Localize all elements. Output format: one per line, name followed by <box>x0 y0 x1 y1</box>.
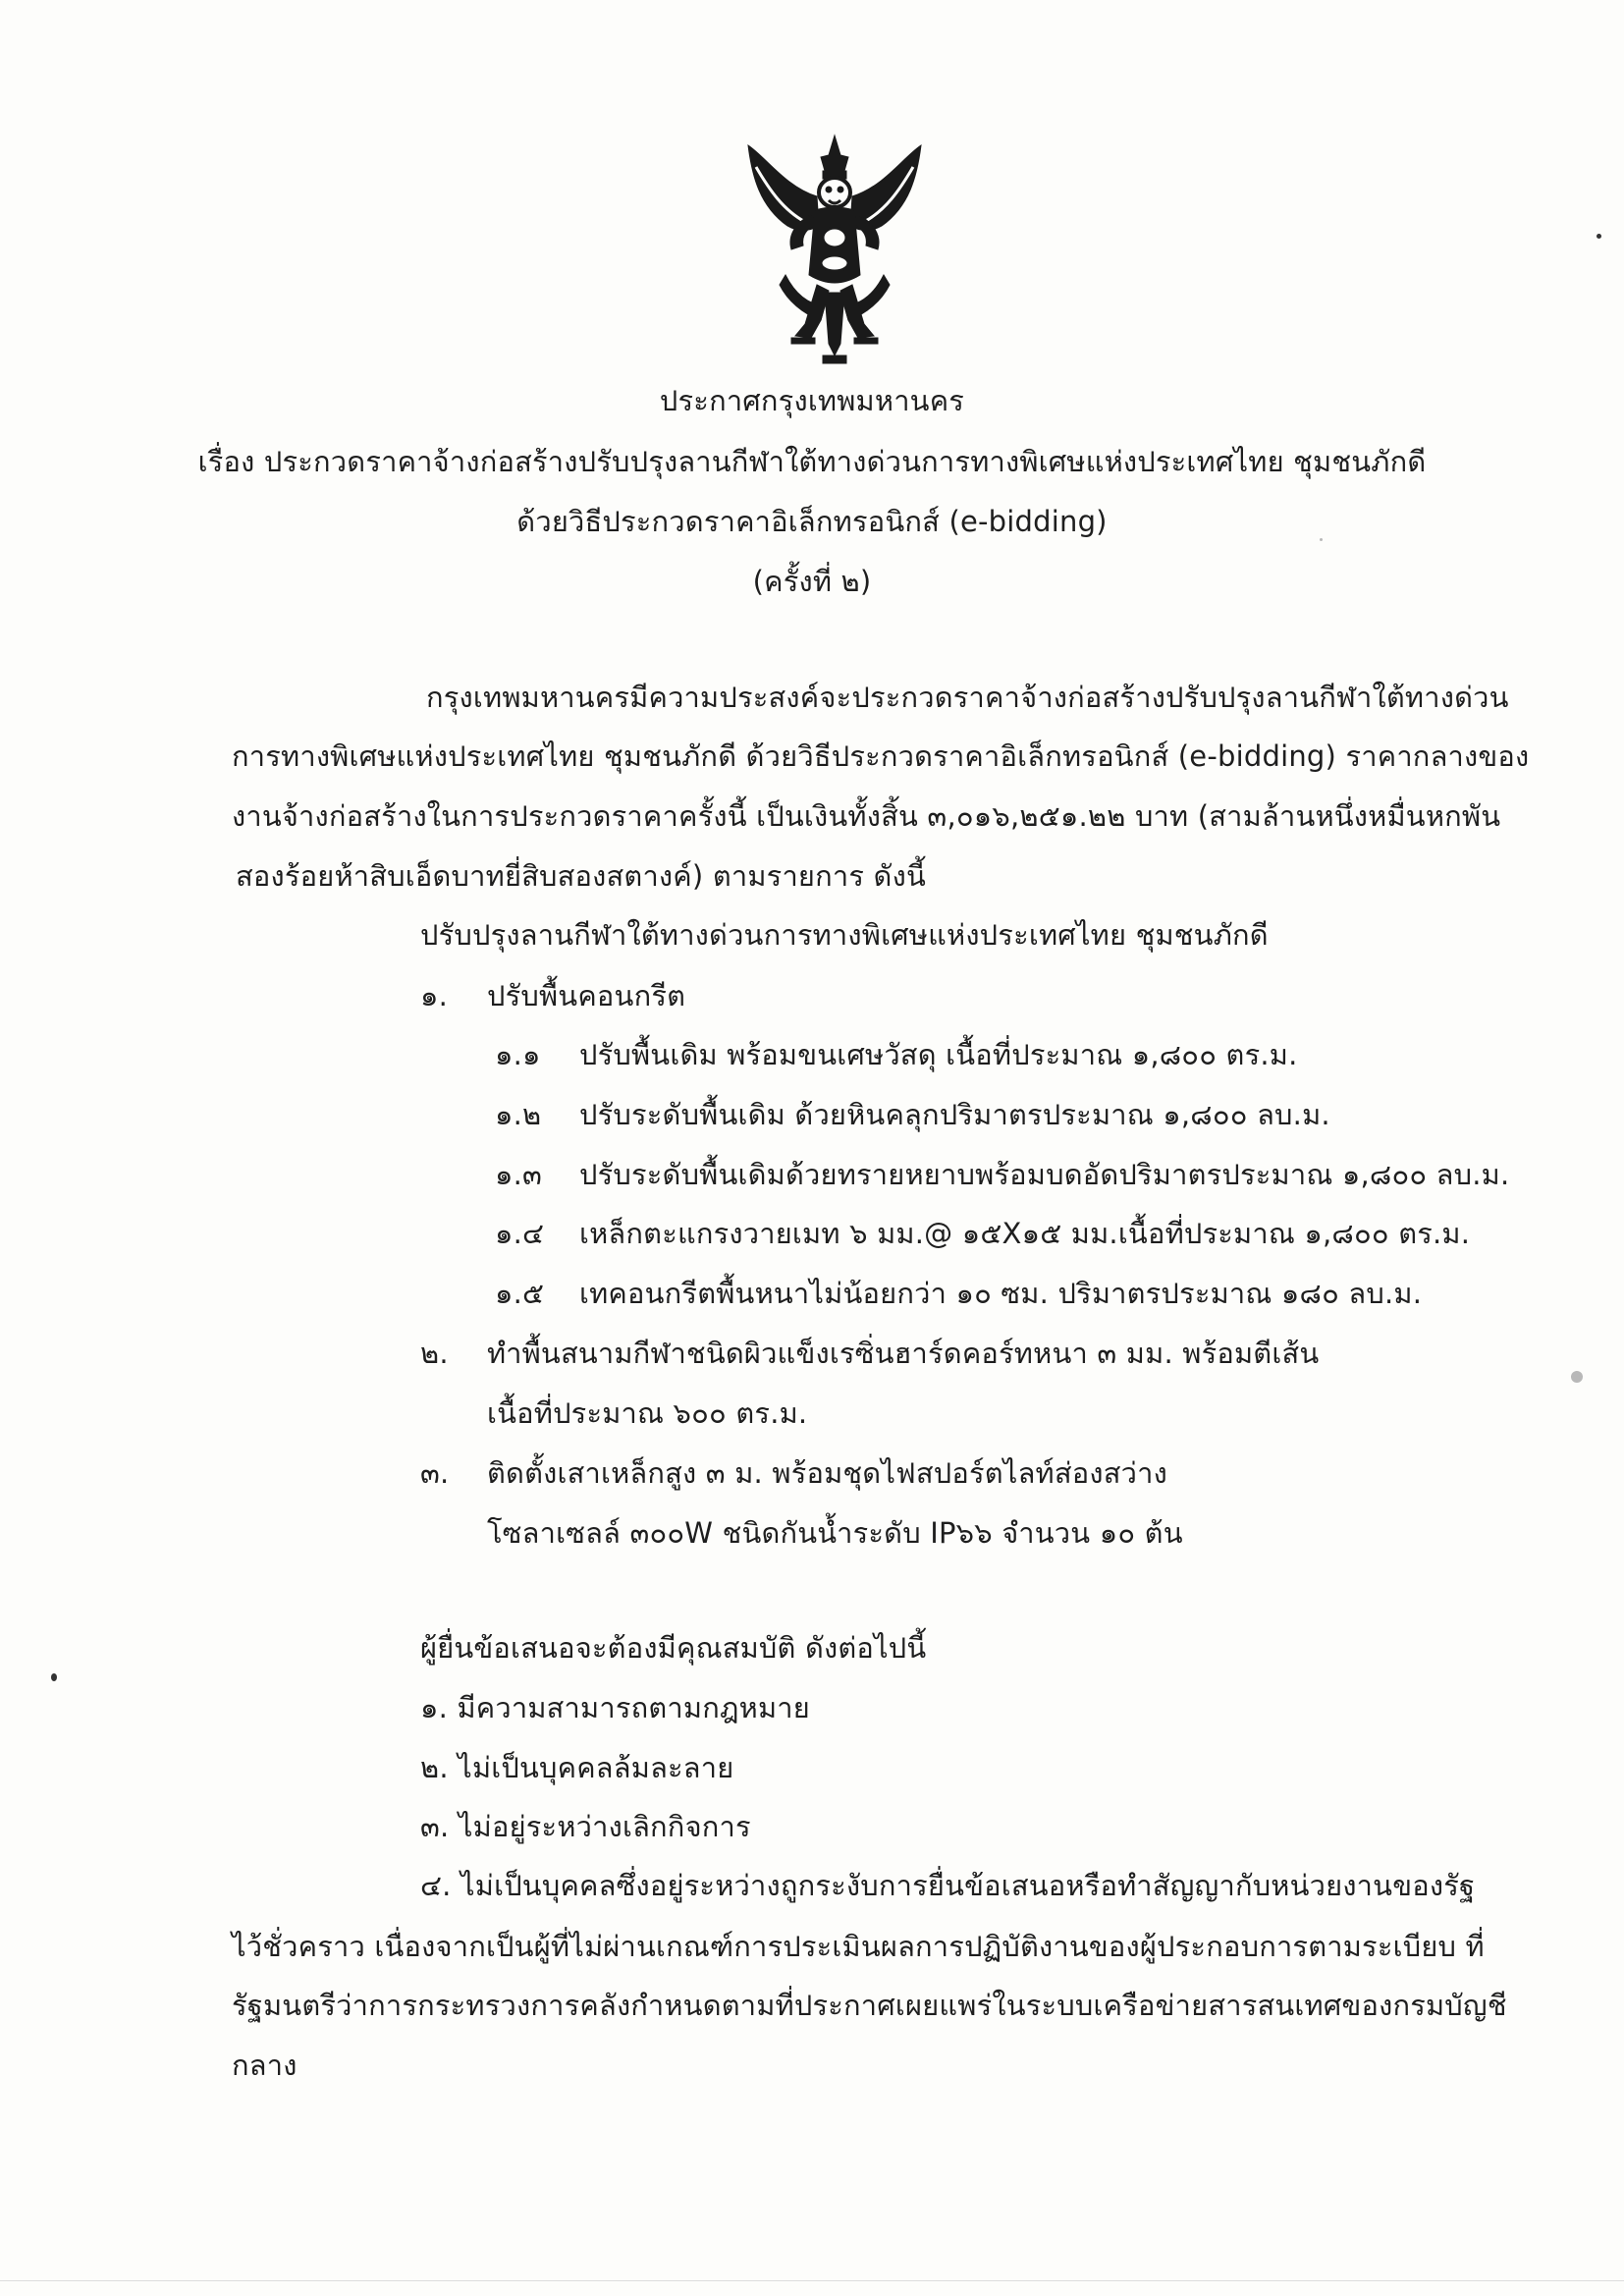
garuda-emblem-icon <box>727 128 943 383</box>
intro-line-4: สองร้อยห้าสิบเอ็ดบาทยี่สิบสองสตางค์) ตามรายการ ดังนี้ <box>236 859 926 893</box>
qualification-3: ๓. ไม่อยู่ระหว่างเลิกกิจการ <box>420 1810 751 1843</box>
item-3-text: ติดตั้งเสาเหล็กสูง ๓ ม. พร้อมชุดไฟสปอร์ตไลท์ส่องสว่าง <box>487 1456 1167 1490</box>
subitem-1-2-number: ๑.๒ <box>495 1098 542 1131</box>
subitem-1-4-number: ๑.๔ <box>495 1217 545 1250</box>
qualification-4-line-2: ไว้ชั่วคราว เนื่องจากเป็นผู้ที่ไม่ผ่านเกณฑ์การประเมินผลการปฏิบัติงานของผู้ประกอบการตามระเบียบ ที่ <box>232 1930 1485 1963</box>
scan-speck <box>1597 234 1601 239</box>
intro-line-3: งานจ้างก่อสร้างในการประกวดราคาครั้งนี้ เป็นเงินทั้งสิ้น ๓,๐๑๖,๒๕๑.๒๒ บาท (สามล้านหนึ่งหมื่นหกพัน <box>232 799 1501 833</box>
scan-speck <box>1571 1371 1583 1383</box>
subitem-1-5-number: ๑.๕ <box>495 1277 545 1310</box>
announcement-org: ประกาศกรุงเทพมหานคร <box>659 384 965 417</box>
qualification-2: ๒. ไม่เป็นบุคคลล้มละลาย <box>420 1751 734 1784</box>
intro-line-2: การทางพิเศษแห่งประเทศไทย ชุมชนภักดี ด้วยวิธีประกวดราคาอิเล็กทรอนิกส์ (e-bidding) ราคากลางของ <box>232 739 1530 773</box>
item-2-text: ทำพื้นสนามกีฬาชนิดผิวแข็งเรซิ่นฮาร์ดคอร์ทหนา ๓ มม. พร้อมตีเส้น <box>487 1337 1320 1370</box>
scan-speck <box>51 1673 57 1681</box>
qualification-1: ๑. มีความสามารถตามกฎหมาย <box>420 1691 810 1724</box>
subitem-1-3-text: ปรับระดับพื้นเดิมด้วยทรายหยาบพร้อมบดอัดปริมาตรประมาณ ๑,๘๐๐ ลบ.ม. <box>579 1158 1510 1191</box>
item-2-number: ๒. <box>420 1337 449 1370</box>
subitem-1-5-text: เทคอนกรีตพื้นหนาไม่น้อยกว่า ๑๐ ซม. ปริมาตรประมาณ ๑๘๐ ลบ.ม. <box>579 1277 1423 1310</box>
project-title: ปรับปรุงลานกีฬาใต้ทางด่วนการทางพิเศษแห่งประเทศไทย ชุมชนภักดี <box>420 918 1269 952</box>
item-1-text: ปรับพื้นคอนกรีต <box>487 979 686 1012</box>
subitem-1-1-number: ๑.๑ <box>495 1038 541 1071</box>
item-1-number: ๑. <box>420 979 449 1012</box>
page-edge <box>0 2280 1624 2281</box>
qualifications-heading: ผู้ยื่นข้อเสนอจะต้องมีคุณสมบัติ ดังต่อไปนี้ <box>420 1631 927 1665</box>
intro-line-1: กรุงเทพมหานครมีความประสงค์จะประกวดราคาจ้างก่อสร้างปรับปรุงลานกีฬาใต้ทางด่วน <box>426 681 1509 714</box>
item-3-text-cont: โซลาเซลล์ ๓๐๐W ชนิดกันน้ำระดับ IP๖๖ จำนวน ๑๐ ต้น <box>487 1516 1183 1550</box>
item-2-text-cont: เนื้อที่ประมาณ ๖๐๐ ตร.ม. <box>487 1396 808 1430</box>
qualification-4-line-3: รัฐมนตรีว่าการกระทรวงการคลังกำหนดตามที่ประกาศเผยแพร่ในระบบเครือข่ายสารสนเทศของกรมบัญชี <box>232 1989 1507 2022</box>
subitem-1-4-text: เหล็กตะแกรงวายเมท ๖ มม.@ ๑๕X๑๕ มม.เนื้อที่ประมาณ ๑,๘๐๐ ตร.ม. <box>579 1217 1471 1250</box>
announcement-method: ด้วยวิธีประกวดราคาอิเล็กทรอนิกส์ (e-bidding) <box>516 505 1108 538</box>
announcement-round: (ครั้งที่ ๒) <box>752 565 872 598</box>
subitem-1-1-text: ปรับพื้นเดิม พร้อมขนเศษวัสดุ เนื้อที่ประมาณ ๑,๘๐๐ ตร.ม. <box>579 1038 1298 1071</box>
subitem-1-2-text: ปรับระดับพื้นเดิม ด้วยหินคลุกปริมาตรประมาณ ๑,๘๐๐ ลบ.ม. <box>579 1098 1330 1131</box>
scan-speck <box>1320 538 1323 541</box>
qualification-4-line-1: ๔. ไม่เป็นบุคคลซึ่งอยู่ระหว่างถูกระงับการยื่นข้อเสนอหรือทำสัญญากับหน่วยงานของรัฐ <box>420 1869 1476 1902</box>
qualification-4-line-4: กลาง <box>232 2049 298 2082</box>
announcement-subject: เรื่อง ประกวดราคาจ้างก่อสร้างปรับปรุงลานกีฬาใต้ทางด่วนการทางพิเศษแห่งประเทศไทย ชุมชนภักดี <box>197 445 1427 478</box>
subitem-1-3-number: ๑.๓ <box>495 1158 543 1191</box>
item-3-number: ๓. <box>420 1456 450 1490</box>
